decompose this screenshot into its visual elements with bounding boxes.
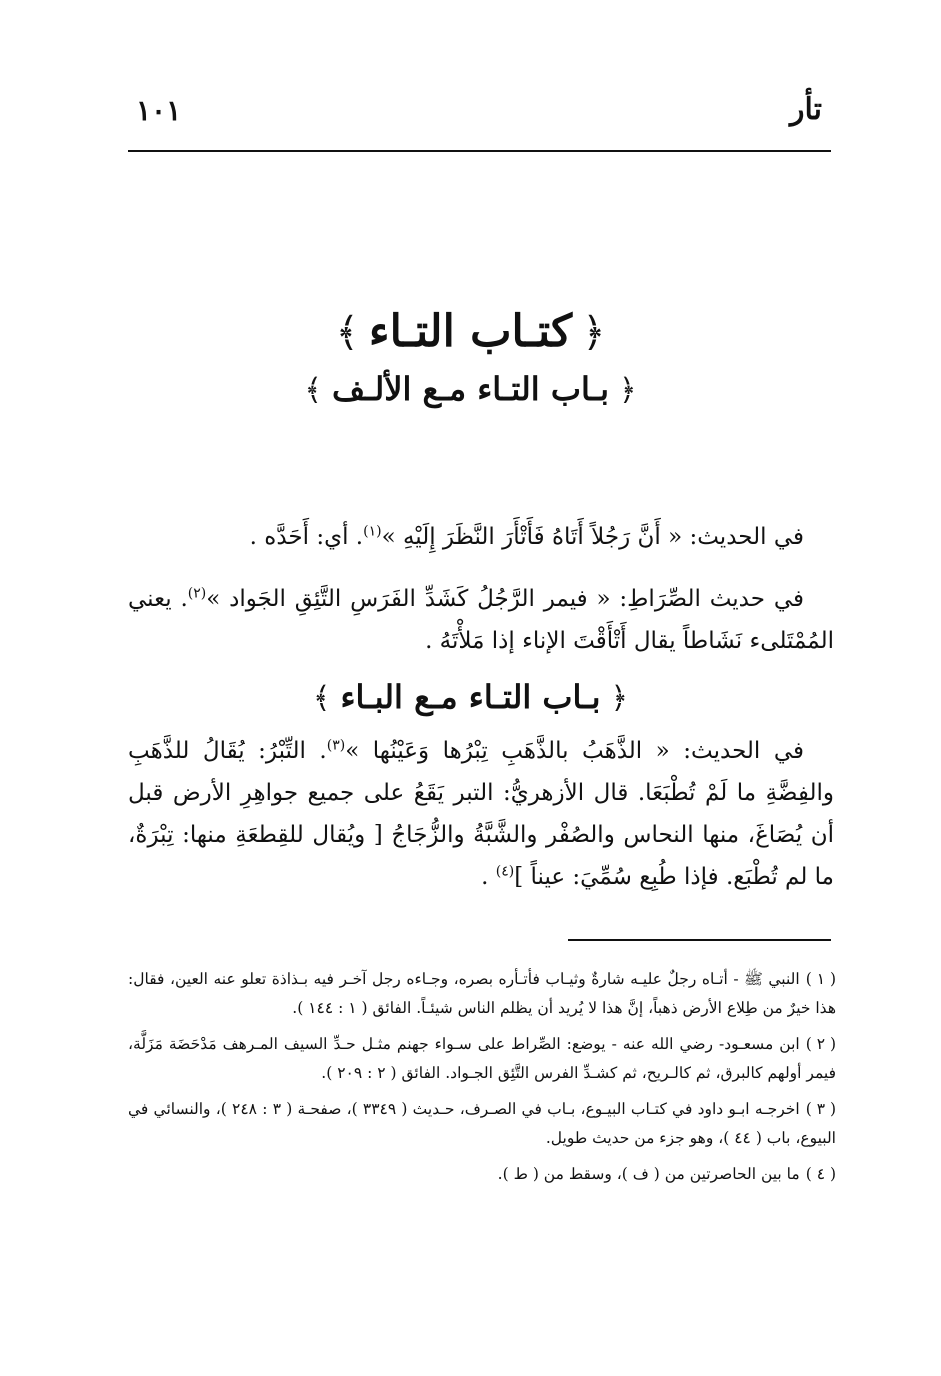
footnote-ref-1: (١) [363, 523, 382, 540]
footnote-number: ( ١ ) [805, 970, 836, 988]
footnote-text: ما بين الحاصرتين من ( ف )، وسقط من ( ط ). [497, 1165, 800, 1183]
chapter-title-2 [0, 678, 941, 716]
page-number: ١٠١ [136, 94, 182, 127]
footnote-item [128, 1160, 836, 1189]
header-divider [128, 150, 831, 152]
footnote-item [128, 1095, 836, 1153]
chapter-title-1-text: بـاب التـاء مـع الألـف [332, 370, 609, 408]
hadith-paragraph-2 [128, 578, 834, 662]
ornament-close: ﴾ [312, 681, 331, 716]
running-head-word: تأر [790, 92, 822, 127]
paragraph-1-tail: . أي: أَحَدَّه . [249, 524, 364, 550]
paragraph-2-tail: . يعني المُمْتَلىء نَشَاطاً يقال أَتْأَقْتَ الإناء إذا مَلأْتَهُ . [128, 586, 834, 654]
chapter-title-2-text: بـاب التـاء مـع البـاء [340, 678, 601, 716]
book-title-text: كتـاب التـاء [368, 306, 573, 357]
paragraph-3-text: في الحديث: « الذَّهَبُ بالذَّهَبِ تِبْرُها وَعَيْنُها » [345, 738, 804, 764]
hadith-paragraph-1 [128, 516, 834, 558]
paragraph-3-tail: . التِّبْرُ: يُقَالُ للذَّهَبِ والفِضَّةِ ما لَمْ تُطْبَعَا. قال الأزهريُّ: التبر يَقَعُ على جميع جواهِرِ الأرض قبل أن يُصَاغَ، منها النحاس والصُفْر والشَّبَّةُ والزُّجَاجُ [ ويُقال للقِطعَةِ منها: تِبْرَةٌ، ما لم تُطْبَع. فإذا طُبِع سُمِّيَ: عيناً ] [128, 738, 834, 890]
book-title [0, 306, 941, 357]
footnote-ref-3: (٣) [326, 737, 346, 754]
footnote-number: ( ٤ ) [805, 1165, 836, 1183]
footnote-number: ( ٢ ) [805, 1035, 836, 1053]
footnote-number: ( ٣ ) [805, 1100, 836, 1118]
paragraph-3-end: . [481, 864, 496, 890]
footnote-ref-2: (٢) [187, 585, 207, 602]
ornament-close: ﴾ [304, 373, 322, 408]
footnote-item [128, 965, 836, 1023]
footnote-divider [568, 939, 831, 941]
ornament-open: ﴿ [582, 310, 606, 356]
footnote-text: ابن مسعـود- رضي الله عنه - يوضع: الصِّراط على سـواء جهنم مثـل حـدِّ السيف المـرهف مَدْحَضَة مَزَلَّة، فيمر أولهم كالبرق، ثم كالـريح، ثم كشـدِّ الفرس التَّئِق الجـواد. الفائق ( ٢ : ٢٠٩ ). [128, 1035, 836, 1082]
footnotes [128, 965, 836, 1196]
ornament-close: ﴾ [335, 310, 359, 356]
footnote-text: النبي ﷺ - أتـاه رجلٌ عليـه شارةٌ وثيـاب فأتـأره بصره، وجـاءه رجل آخـر فيه بـذاذة تعلو عنه العين، فقال: هذا خيرٌ من طِلاع الأرض ذهباً، إنَّ هذا لا يُريد أن يظلم الناس شيئـاً. الفائق ( ١ : ١٤٤ ). [128, 970, 836, 1017]
ornament-open: ﴿ [610, 681, 629, 716]
footnote-text: اخرجـه ابـو داود في كتـاب البيـوع، بـاب في الصـرف، حـديث ( ٣٣٤٩ )، صفحـة ( ٣ : ٢٤٨ )، والنسائي في البيوع، باب ( ٤٤ )، وهو جزء من حديث طويل. [128, 1100, 836, 1147]
hadith-paragraph-3 [128, 730, 834, 898]
running-head [130, 92, 830, 138]
paragraph-1-text: في الحديث: « أَنَّ رَجُلاً أَتَاهُ فَأَتْأَرَ النَّظَرَ إِلَيْهِ » [381, 524, 804, 550]
footnote-ref-4: (٤) [495, 863, 515, 880]
footnote-item [128, 1030, 836, 1088]
chapter-title-1 [0, 370, 941, 408]
ornament-open: ﴿ [618, 373, 637, 408]
paragraph-2-text: في حديث الصِّرَاطِ: « فيمر الرَّجُلُ كَشَدِّ الفَرَسِ التَّئِقِ الجَواد » [206, 586, 804, 612]
